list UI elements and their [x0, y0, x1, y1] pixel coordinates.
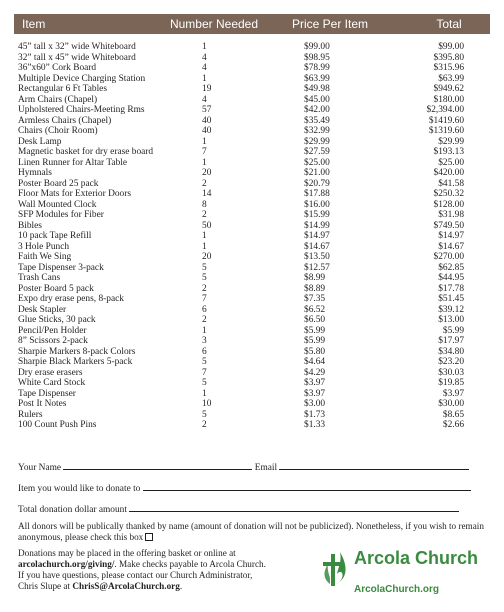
item-quantity: 7 [202, 294, 207, 304]
item-total: $30.03 [438, 367, 464, 378]
item-quantity: 2 [202, 283, 207, 294]
item-total: $14.67 [438, 241, 464, 252]
item-name: Poster Board 25 pack [18, 178, 99, 189]
item-price: $14.67 [304, 241, 330, 252]
your-name-field[interactable] [63, 461, 252, 470]
items-table [14, 42, 490, 431]
item-name: Arm Chairs (Chapel) [18, 94, 98, 105]
item-name: 8” Scissors 2-pack [18, 336, 88, 346]
item-price: $14.97 [304, 231, 330, 241]
total-donation-label: Total donation dollar amount [18, 505, 127, 515]
item-name: Poster Board 5 pack [18, 283, 94, 294]
item-quantity: 14 [202, 189, 212, 199]
table-row [14, 126, 490, 137]
item-price: $17.88 [304, 189, 330, 199]
item-name: 45” tall x 32” wide Whiteboard [18, 42, 136, 52]
table-row [14, 95, 490, 106]
item-name: 100 Count Push Pins [18, 420, 97, 430]
item-quantity: 2 [202, 178, 207, 189]
donation-info [18, 548, 318, 592]
donation-line-3: If you have questions, please contact our Church Administrator, [18, 570, 253, 580]
table-row [14, 273, 490, 284]
item-quantity: 5 [202, 262, 207, 273]
item-total: $39.12 [438, 304, 464, 315]
item-quantity: 1 [202, 388, 207, 399]
item-total: $8.65 [442, 409, 464, 420]
item-name: Trash Cans [18, 273, 61, 283]
item-price: $14.99 [304, 220, 330, 231]
contact-suffix: . [179, 581, 183, 591]
table-row [14, 410, 490, 421]
item-price: $29.99 [304, 136, 330, 147]
item-name: SFP Modules for Fiber [18, 210, 104, 220]
item-total: $13.00 [438, 315, 464, 325]
item-price: $4.29 [304, 367, 326, 378]
contact-email-link[interactable]: ChrisS@ArcolaChurch.org [72, 581, 180, 591]
item-price: $4.64 [304, 357, 326, 367]
item-quantity: 50 [202, 220, 212, 231]
item-name: Hymnals [18, 168, 52, 178]
item-total: $250.32 [433, 189, 464, 199]
anonymous-checkbox[interactable] [145, 533, 153, 541]
item-price: $35.49 [304, 115, 330, 126]
item-donate-label: Item you would like to donate to [18, 484, 141, 494]
item-quantity: 6 [202, 304, 207, 315]
item-total: $395.80 [433, 52, 464, 63]
table-row [14, 179, 490, 190]
total-donation-line [18, 503, 459, 515]
item-quantity: 7 [202, 147, 207, 157]
donation-line-4 [18, 581, 318, 592]
item-quantity: 57 [202, 105, 212, 115]
table-row [14, 263, 490, 274]
table-header [14, 14, 490, 34]
item-total: $315.96 [433, 63, 464, 73]
item-quantity: 7 [202, 367, 207, 378]
item-price: $3.97 [304, 378, 326, 388]
item-price: $5.80 [304, 346, 326, 357]
item-total: $1319.60 [428, 126, 464, 136]
item-price: $25.00 [304, 157, 330, 168]
column-header-number: Number Needed [169, 17, 259, 31]
item-price: $16.00 [304, 199, 330, 210]
item-name: Expo dry erase pens, 8-pack [18, 294, 124, 304]
item-total: $23.20 [438, 357, 464, 367]
item-quantity: 10 [202, 399, 212, 409]
item-name: Faith We Sing [18, 252, 72, 262]
name-email-line [18, 461, 469, 473]
item-name: Armless Chairs (Chapel) [18, 115, 112, 126]
table-row [14, 305, 490, 316]
email-label: Email [254, 463, 278, 473]
item-quantity: 40 [202, 115, 212, 126]
item-total: $193.13 [433, 147, 464, 157]
item-total: $3.97 [442, 388, 464, 399]
item-price: $42.00 [304, 105, 330, 115]
donation-line-2 [18, 559, 318, 570]
item-quantity: 1 [202, 325, 207, 336]
arcola-church-logo [318, 548, 490, 600]
item-price: $6.50 [304, 315, 326, 325]
table-row [14, 74, 490, 85]
item-name: Rectangular 6 Ft Tables [18, 84, 107, 94]
item-price: $32.99 [304, 126, 330, 136]
logo-url[interactable]: ArcolaChurch.org [354, 584, 440, 595]
item-name: Linen Runner for Altar Table [18, 157, 128, 168]
your-name-label: Your Name [18, 463, 62, 473]
table-row [14, 326, 490, 337]
item-price: $45.00 [304, 94, 330, 105]
table-row [14, 336, 490, 347]
item-price: $7.35 [304, 294, 326, 304]
item-price: $78.99 [304, 63, 330, 73]
item-quantity: 1 [202, 42, 207, 52]
item-name: Desk Lamp [18, 136, 62, 147]
item-quantity: 8 [202, 199, 207, 210]
item-quantity: 1 [202, 73, 207, 84]
item-total: $2.66 [442, 420, 464, 430]
item-name: White Card Stock [18, 378, 86, 388]
table-row [14, 399, 490, 410]
table-row [14, 389, 490, 400]
item-name: 3 Hole Punch [18, 241, 70, 252]
item-quantity: 2 [202, 420, 207, 430]
table-row [14, 200, 490, 211]
item-total: $62.85 [438, 262, 464, 273]
item-name: Desk Stapler [18, 304, 67, 315]
item-total: $31.98 [438, 210, 464, 220]
item-quantity: 3 [202, 336, 207, 346]
item-quantity: 40 [202, 126, 212, 136]
table-row [14, 252, 490, 263]
item-total: $17.78 [438, 283, 464, 294]
item-quantity: 1 [202, 241, 207, 252]
table-row [14, 137, 490, 148]
item-name: Sharpie Black Markers 5-pack [18, 357, 133, 367]
table-row [14, 221, 490, 232]
giving-link[interactable]: arcolachurch.org/giving/ [18, 559, 115, 569]
item-name: Dry erase erasers [18, 367, 83, 378]
item-total: $420.00 [433, 168, 464, 178]
item-quantity: 5 [202, 273, 207, 283]
item-quantity: 6 [202, 346, 207, 357]
donation-line-1: Donations may be placed in the offering basket or online at [18, 548, 236, 558]
item-total: $29.99 [438, 136, 464, 147]
item-price: $27.59 [304, 147, 330, 157]
item-total: $30.00 [438, 399, 464, 409]
item-price: $1.73 [304, 409, 326, 420]
item-total: $51.45 [438, 294, 464, 304]
item-price: $21.00 [304, 168, 330, 178]
item-total: $270.00 [433, 252, 464, 262]
column-header-price: Price Per Item [291, 17, 369, 31]
table-row [14, 231, 490, 242]
anonymity-notice [18, 521, 488, 543]
item-quantity: 4 [202, 94, 207, 105]
donation-line-2-rest: . Make checks payable to Arcola Church. [114, 559, 266, 569]
column-header-item: Item [22, 17, 46, 31]
logo-name: Arcola Church [354, 548, 479, 568]
item-quantity: 4 [202, 52, 207, 63]
table-row [14, 210, 490, 221]
item-total: $749.50 [433, 220, 464, 231]
item-name: 32” tall x 45” wide Whiteboard [18, 52, 136, 63]
table-row [14, 105, 490, 116]
item-name: Glue Sticks, 30 pack [18, 315, 96, 325]
table-row [14, 420, 490, 431]
item-quantity: 5 [202, 378, 207, 388]
item-total: $949.62 [433, 84, 464, 94]
table-row [14, 158, 490, 169]
item-donate-field[interactable] [143, 482, 471, 491]
item-price: $15.99 [304, 210, 330, 220]
item-total: $180.00 [433, 94, 464, 105]
table-row [14, 53, 490, 64]
item-total: $5.99 [442, 325, 464, 336]
item-quantity: 5 [202, 357, 207, 367]
item-name: 10 pack Tape Refill [18, 231, 92, 241]
contact-prefix: Chris Slupe at [18, 581, 73, 591]
item-total: $17.97 [438, 336, 464, 346]
item-price: $98.95 [304, 52, 330, 63]
item-price: $1.33 [304, 420, 326, 430]
item-total: $128.00 [433, 199, 464, 210]
item-quantity: 2 [202, 315, 207, 325]
item-price: $5.99 [304, 325, 326, 336]
item-name: Rulers [18, 409, 43, 420]
item-name: Floor Mats for Exterior Doors [18, 189, 132, 199]
table-row [14, 357, 490, 368]
table-row [14, 189, 490, 200]
table-row [14, 147, 490, 158]
total-donation-field[interactable] [129, 503, 459, 512]
table-row [14, 84, 490, 95]
table-row [14, 284, 490, 295]
item-price: $3.00 [304, 399, 326, 409]
item-name: Magnetic basket for dry erase board [18, 147, 154, 157]
table-row [14, 378, 490, 389]
item-quantity: 1 [202, 231, 207, 241]
table-row [14, 347, 490, 358]
item-name: Multiple Device Charging Station [18, 73, 146, 84]
table-row [14, 116, 490, 127]
item-price: $8.99 [304, 273, 326, 283]
item-price: $8.89 [304, 283, 326, 294]
item-quantity: 1 [202, 136, 207, 147]
item-total: $41.58 [438, 178, 464, 189]
item-total: $14.97 [438, 231, 464, 241]
item-name: Tape Dispenser [18, 388, 76, 399]
item-name: Wall Mounted Clock [18, 199, 97, 210]
item-price: $3.97 [304, 388, 326, 399]
table-row [14, 315, 490, 326]
table-row [14, 368, 490, 379]
item-total: $63.99 [438, 73, 464, 84]
cross-and-flame-icon [318, 548, 352, 588]
table-row [14, 294, 490, 305]
table-row [14, 42, 490, 53]
column-header-total: Total [436, 17, 462, 31]
item-total: $34.80 [438, 346, 464, 357]
item-quantity: 1 [202, 157, 207, 168]
table-row [14, 168, 490, 179]
item-name: Pencil/Pen Holder [18, 325, 87, 336]
item-name: Bibles [18, 220, 42, 231]
item-price: $5.99 [304, 336, 326, 346]
item-name: Sharpie Markers 8-pack Colors [18, 346, 136, 357]
item-price: $12.57 [304, 262, 330, 273]
item-price: $20.79 [304, 178, 330, 189]
item-name: Chairs (Choir Room) [18, 126, 98, 136]
item-name: 36”x60” Cork Board [18, 63, 97, 73]
table-row [14, 242, 490, 253]
item-total: $99.00 [438, 42, 464, 52]
item-total: $25.00 [438, 157, 464, 168]
item-name: Tape Dispenser 3-pack [18, 262, 104, 273]
item-total: $1419.60 [428, 115, 464, 126]
item-total: $44.95 [438, 273, 464, 283]
item-price: $63.99 [304, 73, 330, 84]
item-donate-line [18, 482, 471, 494]
item-price: $13.50 [304, 252, 330, 262]
item-quantity: 5 [202, 409, 207, 420]
item-total: $2,394.00 [426, 105, 464, 115]
item-name: Upholstered Chairs-Meeting Rms [18, 105, 145, 115]
item-price: $6.52 [304, 304, 326, 315]
item-price: $49.98 [304, 84, 330, 94]
item-price: $99.00 [304, 42, 330, 52]
item-quantity: 20 [202, 168, 212, 178]
item-quantity: 4 [202, 63, 207, 73]
item-quantity: 19 [202, 84, 212, 94]
item-quantity: 20 [202, 252, 212, 262]
item-total: $19.85 [438, 378, 464, 388]
item-name: Post It Notes [18, 399, 67, 409]
email-field[interactable] [279, 461, 469, 470]
table-row [14, 63, 490, 74]
item-quantity: 2 [202, 210, 207, 220]
notice-text: All donors will be publically thanked by name (amount of donation will not be publicized). Nonetheless, if you wish to remain anonymous, please check this box [18, 521, 484, 542]
